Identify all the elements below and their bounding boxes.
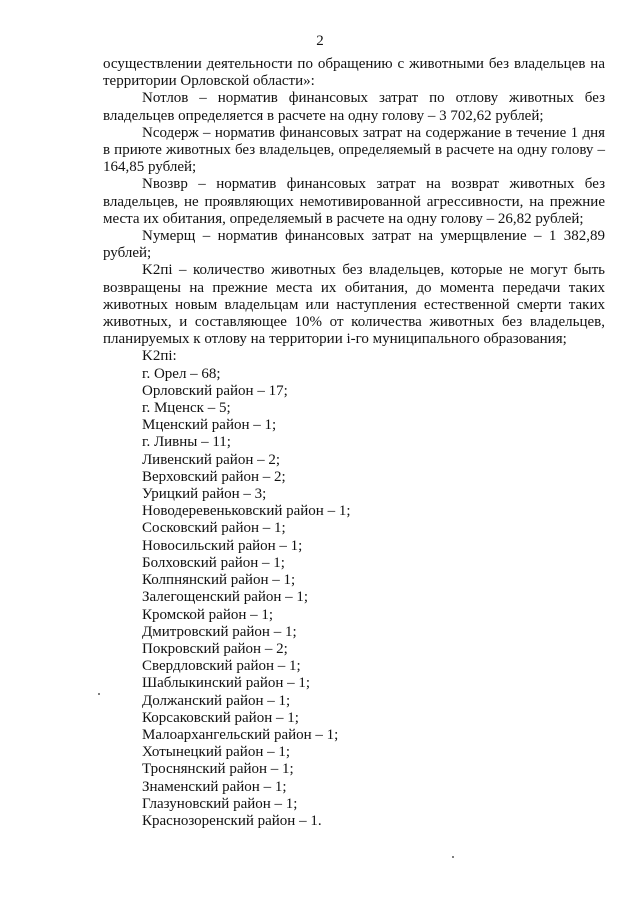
district-item: Хотынецкий район – 1; (142, 744, 291, 761)
document-body (103, 56, 605, 830)
district-item: Залегощенский район – 1; (142, 589, 309, 606)
district-item: Ливенский район – 2; (142, 451, 281, 468)
paragraph-k2pi: K2пi – количество животных без владельцев, которые не могут быть возвращены на прежние места их обитания, до момента передачи таких животных новым владельцам или наступления естественной смерти таких животных, и составляющее 10% от количества животных без владельцев, планируемых к отлову на территории i-го муниципального образования; (103, 262, 605, 348)
district-item: Кромской район – 1; (142, 606, 274, 623)
district-item: Орловский район – 17; (142, 382, 288, 399)
district-item: Дмитровский район – 1; (142, 623, 297, 640)
page-number: 2 (316, 33, 324, 49)
district-item: Колпнянский район – 1; (142, 572, 296, 589)
district-item: Болховский район – 1; (142, 554, 285, 571)
district-item: Корсаковский район – 1; (142, 709, 299, 726)
paragraph-nvozvr: Nвозвр – норматив финансовых затрат на возврат животных без владельцев, не проявляющих немотивированной агрессивности, на прежние места их обитания, определяемый в расчете на одну голову – 26,82 рублей; (103, 176, 605, 227)
paragraph-nsoderzh: Nсодерж – норматив финансовых затрат на содержание в течение 1 дня в приюте животных без владельцев, определяемый в расчете на одну голову – 164,85 рублей; (103, 124, 605, 176)
scan-speck (98, 693, 100, 695)
paragraph-notlov: Nотлов – норматив финансовых затрат по отлову животных без владельцев определяется в расчете на одну голову – 3 702,62 рублей; (103, 90, 605, 124)
paragraph-numershch: Nумерщ – норматив финансовых затрат на умерщвление – 1 382,89 рублей; (103, 228, 605, 262)
district-item: г. Мценск – 5; (142, 400, 231, 417)
district-item: Урицкий район – 3; (142, 486, 267, 503)
district-item: Краснозоренский район – 1. (142, 812, 322, 829)
district-item: Мценский район – 1; (142, 417, 277, 434)
district-item: Троснянский район – 1; (142, 761, 294, 778)
paragraph-intro: осуществлении деятельности по обращению с животными без владельцев на территории Орловской области»: (103, 56, 605, 90)
scan-speck (452, 856, 454, 858)
district-item: Должанский район – 1; (142, 692, 291, 709)
district-list (103, 366, 605, 830)
district-item: Глазуновский район – 1; (142, 795, 298, 812)
district-item: г. Орел – 68; (142, 365, 221, 382)
list-heading: K2пi: (142, 348, 177, 365)
district-item: Знаменский район – 1; (142, 778, 287, 795)
district-item: Свердловский район – 1; (142, 658, 301, 675)
district-item: Новодеревеньковский район – 1; (142, 503, 351, 520)
district-item: Новосильский район – 1; (142, 537, 303, 554)
district-item: Покровский район – 2; (142, 640, 288, 657)
district-item: г. Ливны – 11; (142, 434, 231, 451)
district-item: Верховский район – 2; (142, 468, 286, 485)
district-item: Малоархангельский район – 1; (142, 726, 339, 743)
district-item: Сосковский район – 1; (142, 520, 286, 537)
district-item: Шаблыкинский район – 1; (142, 675, 311, 692)
